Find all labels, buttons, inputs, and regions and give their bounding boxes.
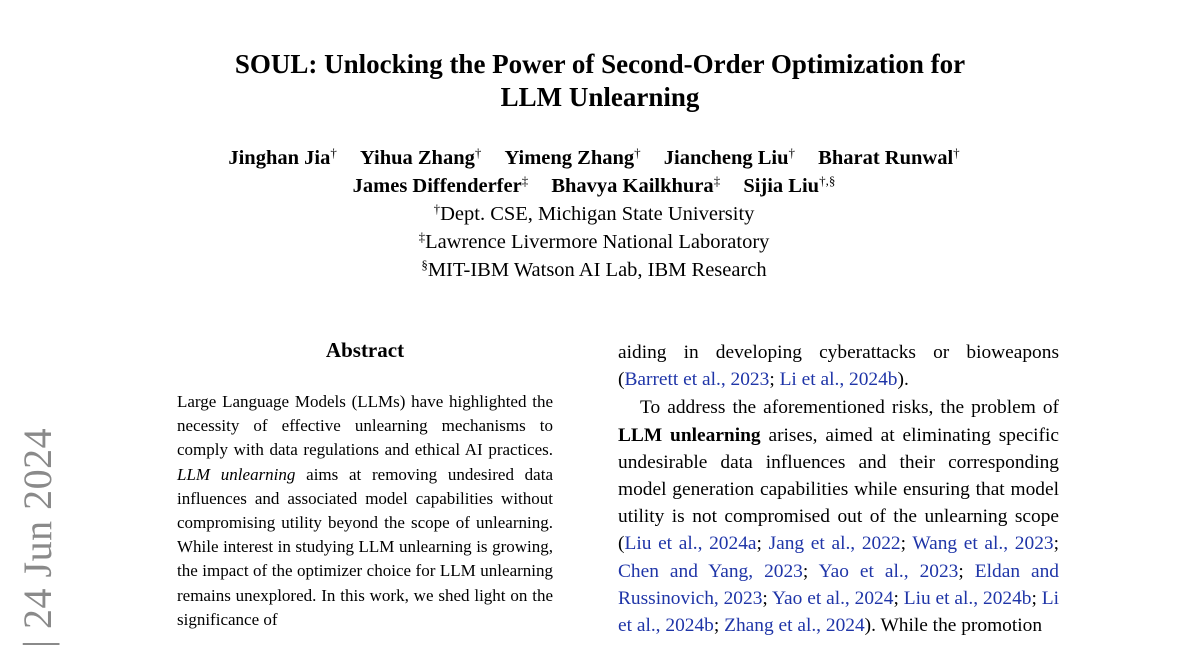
- citation-link[interactable]: Yao et al., 2023: [818, 560, 959, 582]
- affiliation: ‡Lawrence Livermore National Laboratory: [418, 229, 770, 253]
- author-block: [0, 144, 1188, 284]
- citation-link[interactable]: Li et al., 2024b: [618, 587, 1059, 637]
- bold-term: LLM unlearning: [618, 424, 761, 446]
- abstract-emphasis: LLM unlearning: [177, 464, 296, 484]
- author: Jinghan Jia†: [228, 145, 337, 169]
- arxiv-date-stamp: | 24 Jun 2024: [15, 427, 60, 648]
- citation-link[interactable]: Barrett et al., 2023: [624, 369, 770, 391]
- citation-link[interactable]: Zhang et al., 2024: [724, 615, 865, 637]
- author: Sijia Liu†,§: [743, 173, 836, 197]
- citation-link[interactable]: Liu et al., 2024a: [624, 533, 757, 555]
- citation-link[interactable]: Wang et al., 2023: [912, 533, 1054, 555]
- title-line-2: LLM Unlearning: [500, 82, 700, 112]
- title-line-1: SOUL: Unlocking the Power of Second-Order Optimization for: [234, 49, 966, 79]
- abstract-body: Large Language Models (LLMs) have highlighted the necessity of effective unlearning mechanisms to comply with data regulations and ethical AI practices. LLM unlearning aims at removing undesired data influences and associated model capabilities without compromising utility beyond the scope of unlearning. While interest in studying LLM unlearning is growing, the impact of the optimizer choice for LLM unlearning remains unexplored. In this work, we shed light on the significance of: [177, 392, 554, 629]
- author-line-2: [0, 172, 1188, 200]
- author: Yimeng Zhang†: [504, 145, 641, 169]
- abstract-heading: Abstract: [325, 338, 405, 362]
- author: Jiancheng Liu†: [663, 145, 796, 169]
- citation-link[interactable]: Liu et al., 2024b: [903, 587, 1032, 609]
- author-line-1: [0, 144, 1188, 172]
- affiliation: †Dept. CSE, Michigan State University: [433, 201, 755, 225]
- affiliation: §MIT-IBM Watson AI Lab, IBM Research: [421, 257, 767, 281]
- citation-link[interactable]: Jang et al., 2022: [768, 533, 901, 555]
- author: Bharat Runwal†: [818, 145, 960, 169]
- author: James Diffenderfer‡: [352, 173, 529, 197]
- citation-link[interactable]: Chen and Yang, 2023: [618, 560, 803, 582]
- paper-title: [0, 48, 1200, 114]
- introduction-column: [618, 339, 1059, 639]
- citation-link[interactable]: Yao et al., 2024: [771, 587, 894, 609]
- paragraph: aiding in developing cyberattacks or bioweapons (Barrett et al., 2023; Li et al., 2024b).: [618, 342, 1059, 391]
- author: Bhavya Kailkhura‡: [551, 173, 721, 197]
- citation-link[interactable]: Eldan and Russinovich, 2023: [618, 560, 1060, 609]
- paragraph: To address the aforementioned risks, the problem of LLM unlearning arises, aimed at eliminating specific undesirable data influences and their corresponding model generation capabilities while ensuring that model utility is not compromised out of the unlearning scope (Liu et al., 2024a; Jang et al., 2022; Wang et al., 2023; Chen and Yang, 2023; Yao et al., 2023; Eldan and Russinovich, 2023; Yao et al., 2024; Liu et al., 2024b; Li et al., 2024b; Zhang et al., 2024). While the promotion: [618, 397, 1060, 637]
- author: Yihua Zhang†: [359, 145, 482, 169]
- citation-link[interactable]: Li et al., 2024b: [779, 369, 898, 391]
